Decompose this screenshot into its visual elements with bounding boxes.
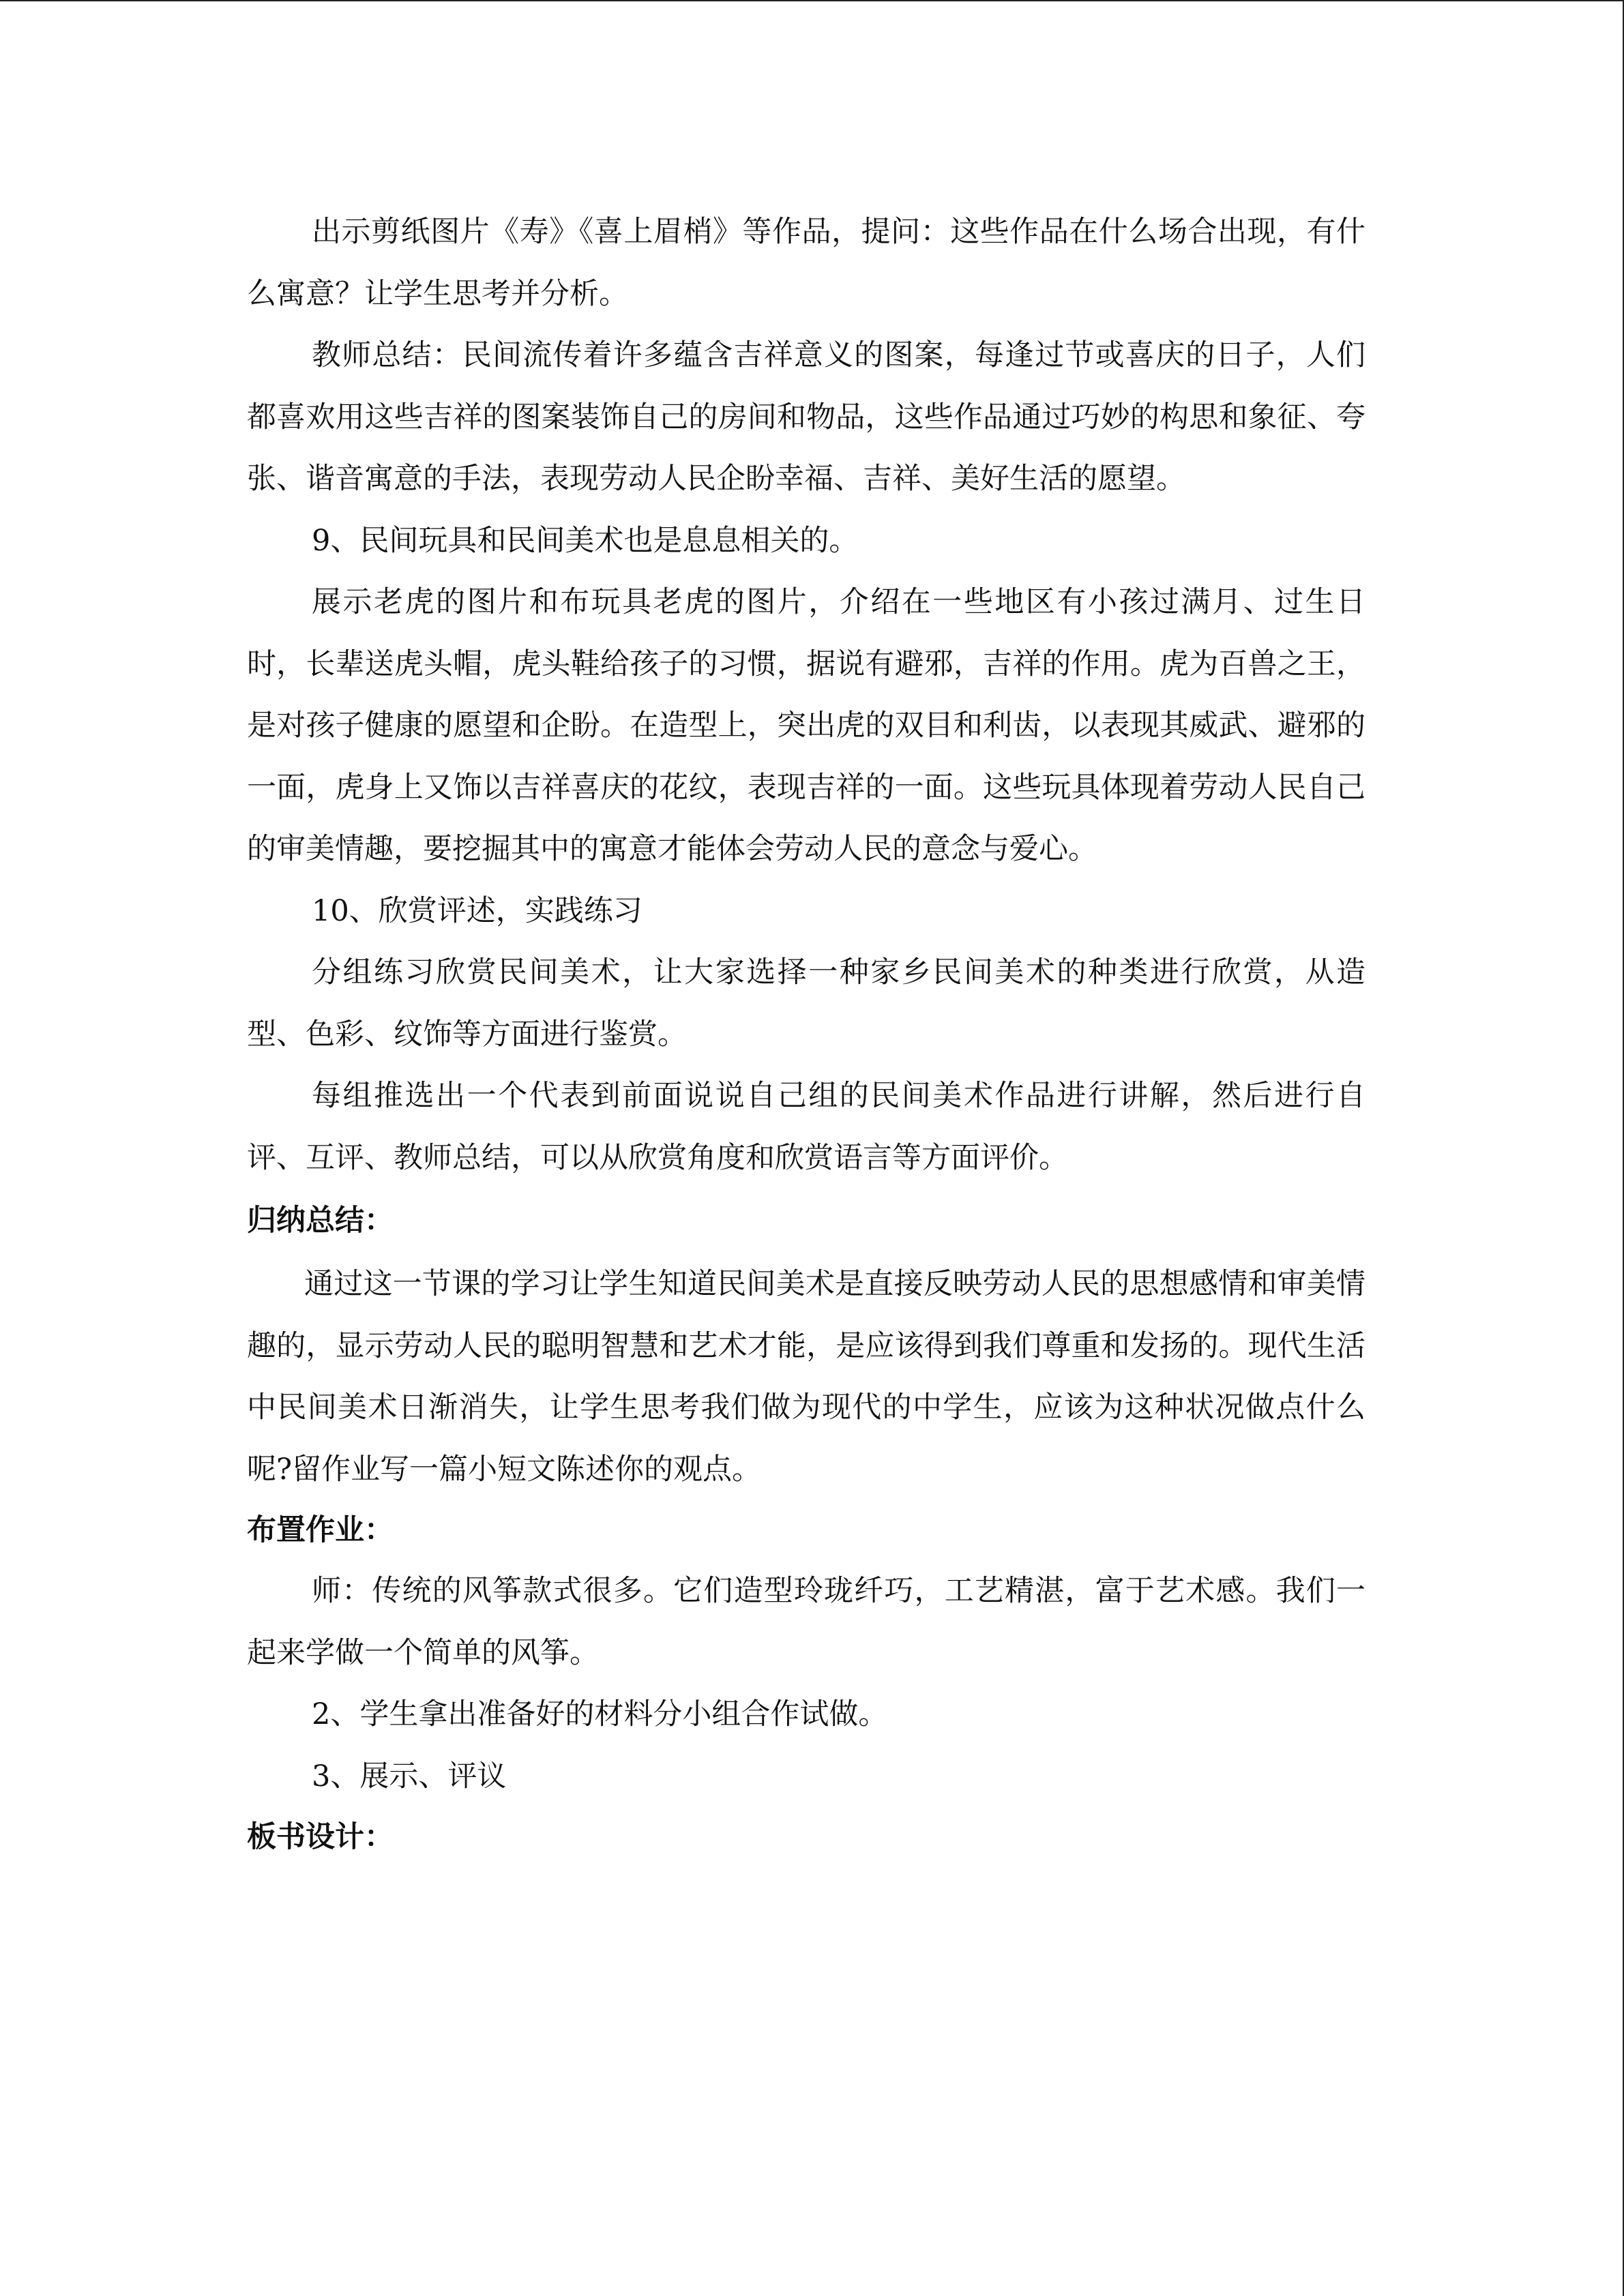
heading-summary: 归纳总结： [247, 1204, 394, 1238]
heading-homework: 布置作业： [247, 1513, 394, 1547]
paragraph-summary: 通过这一节课的学习让学生知道民间美术是直接反映劳动人民的思想感情和审美情趣的，显示劳动人民的聪明智慧和艺术才能，是应该得到我们尊重和发扬的。现代生活中民间美术日渐消失，让学生思考我们做为现代的中学生，应该为这种状况做点什么呢?留作业写一篇小短文陈述你的观点。 [247, 1267, 1365, 1487]
document-body [247, 201, 1365, 1867]
paragraph-tiger-toys: 展示老虎的图片和布玩具老虎的图片，介绍在一些地区有小孩过满月、过生日时，长辈送虎头帽，虎头鞋给孩子的习惯，据说有避邪，吉祥的作用。虎为百兽之王，是对孩子健康的愿望和企盼。在造型上，突出虎的双目和利齿，以表现其威武、避邪的一面，虎身上又饰以吉祥喜庆的花纹，表现吉祥的一面。这些玩具体现着劳动人民自己的审美情趣，要挖掘其中的寓意才能体会劳动人民的意念与爱心。 [247, 585, 1365, 866]
paragraph-appreciation: 10、欣赏评述，实践练习 [312, 893, 643, 928]
paragraph-kite-display: 3、展示、评议 [312, 1759, 507, 1793]
paragraph-group-presentation: 每组推选出一个代表到前面说说自己组的民间美术作品进行讲解，然后进行自评、互评、教师总结，可以从欣赏角度和欣赏语言等方面评价。 [247, 1079, 1365, 1175]
page-border-top [0, 0, 1624, 1]
paragraph-group-practice: 分组练习欣赏民间美术，让大家选择一种家乡民间美术的种类进行欣赏，从造型、色彩、纹饰等方面进行鉴赏。 [247, 955, 1365, 1052]
heading-board-design: 板书设计： [247, 1820, 394, 1854]
paragraph-teacher-summary: 教师总结：民间流传着许多蕴含吉祥意义的图案，每逢过节或喜庆的日子，人们都喜欢用这些吉祥的图案装饰自己的房间和物品，这些作品通过巧妙的构思和象征、夸张、谐音寓意的手法，表现劳动人民企盼幸福、吉祥、美好生活的愿望。 [247, 338, 1365, 496]
paragraph-papercut-question: 出示剪纸图片《寿》《喜上眉梢》等作品，提问：这些作品在什么场合出现，有什么寓意？让学生思考并分析。 [247, 215, 1365, 311]
paragraph-kite-intro: 师：传统的风筝款式很多。它们造型玲珑纤巧，工艺精湛，富于艺术感。我们一起来学做一个简单的风筝。 [247, 1574, 1365, 1670]
paragraph-folk-toys: 9、民间玩具和民间美术也是息息相关的。 [312, 523, 859, 558]
paragraph-kite-making: 2、学生拿出准备好的材料分小组合作试做。 [312, 1697, 888, 1731]
